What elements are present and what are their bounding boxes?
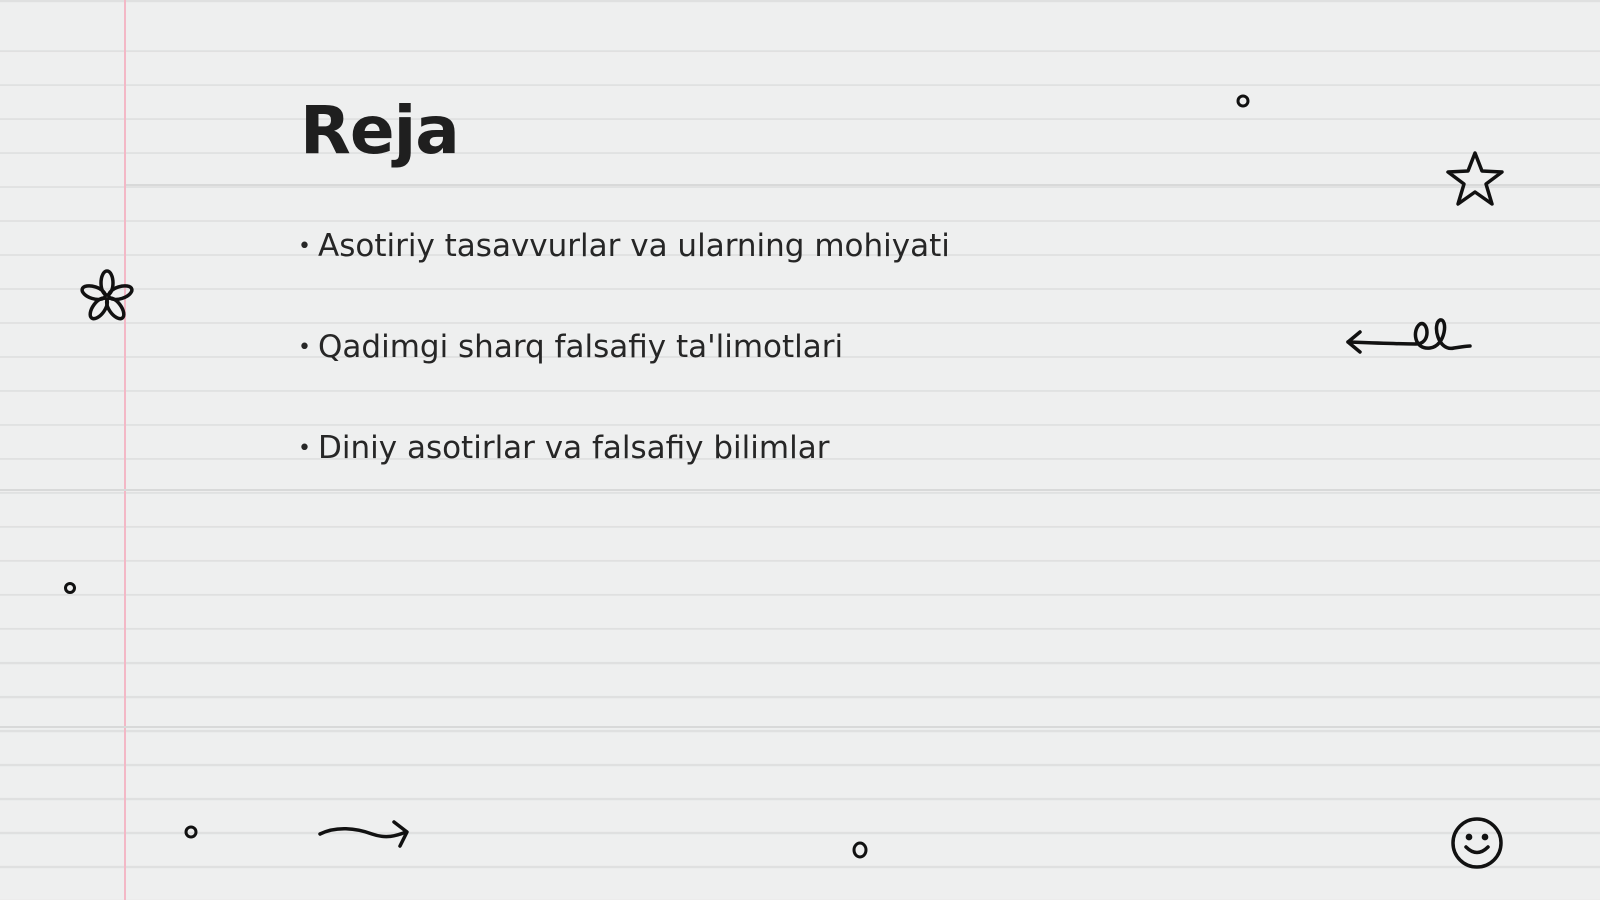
squiggle-arrow-left-icon (1344, 312, 1476, 364)
star-icon (1444, 149, 1506, 209)
bullet-item (298, 224, 950, 325)
circle-dot-icon (183, 824, 199, 840)
bullet-item (298, 325, 950, 426)
bullet-text: Asotiriy tasavvurlar va ularning mohiyati (318, 228, 950, 264)
flower-icon (78, 268, 136, 326)
circle-dot-icon (62, 580, 78, 596)
arrow-right-icon (316, 818, 414, 852)
smiley-icon (1448, 814, 1506, 872)
bullet-marker: • (298, 234, 311, 259)
margin-line (124, 0, 126, 900)
ruled-line-accent (126, 184, 1600, 186)
bullet-marker: • (298, 335, 311, 360)
circle-dot-icon (850, 840, 870, 860)
bullet-text: Diniy asotirlar va falsafiy bilimlar (318, 430, 830, 466)
bullet-list (298, 224, 950, 527)
ruled-line-accent (0, 726, 1600, 728)
bullet-text: Qadimgi sharq falsafiy ta'limotlari (318, 329, 844, 365)
bullet-item (298, 426, 950, 527)
slide-title: Reja (300, 92, 459, 169)
bullet-marker: • (298, 436, 311, 461)
circle-dot-icon (1235, 93, 1251, 109)
